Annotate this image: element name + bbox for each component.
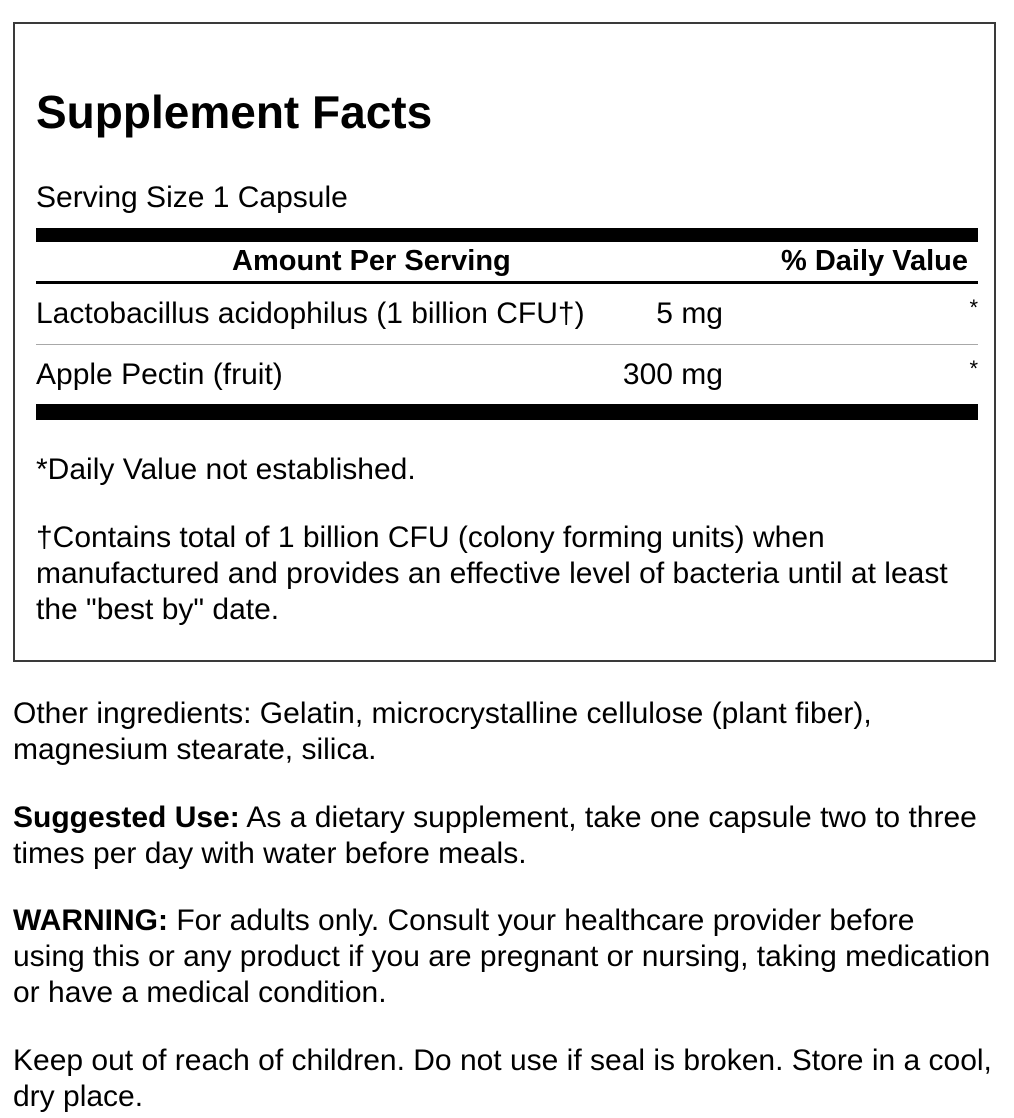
storage-instructions: Keep out of reach of children. Do not use if seal is broken. Store in a cool, dry place.	[13, 1044, 992, 1113]
bottom-thick-divider	[36, 404, 978, 420]
warning	[13, 903, 993, 1011]
suggested-use	[13, 800, 993, 872]
daily-value-footnote: *Daily Value not established.	[36, 453, 416, 486]
serving-size: Serving Size 1 Capsule	[36, 181, 348, 214]
cfu-footnote: †Contains total of 1 billion CFU (colony forming units) when manufactured and provides an effective level of bacteria until at least the "best by" date.	[36, 521, 948, 626]
amount-per-serving-header: Amount Per Serving	[232, 245, 511, 277]
ingredient-name: Lactobacillus acidophilus (1 billion CFU†)	[36, 297, 585, 330]
supplement-facts-panel	[13, 22, 996, 662]
row-divider	[36, 344, 978, 345]
ingredient-row	[36, 355, 978, 395]
ingredient-amount: 5 mg	[656, 297, 723, 330]
ingredient-name: Apple Pectin (fruit)	[36, 358, 283, 391]
suggested-use-label: Suggested Use:	[13, 801, 240, 834]
suggested-use-text: As a dietary supplement, take one capsule two to three times per day with water before meals.	[13, 801, 977, 870]
thick-divider	[36, 228, 978, 242]
warning-label: WARNING:	[13, 904, 168, 937]
ingredient-row	[36, 294, 978, 334]
ingredient-daily-value: *	[969, 295, 978, 320]
header-divider	[36, 281, 978, 284]
other-ingredients: Other ingredients: Gelatin, microcrystalline cellulose (plant fiber), magnesium stearate, silica.	[13, 697, 872, 766]
warning-text: For adults only. Consult your healthcare provider before using this or any product if you are pregnant or nursing, taking medication or have a medical condition.	[13, 904, 991, 1009]
facts-title: Supplement Facts	[36, 86, 433, 138]
ingredient-amount: 300 mg	[622, 358, 723, 391]
ingredient-daily-value: *	[969, 356, 978, 381]
daily-value-header: % Daily Value	[781, 245, 968, 277]
facts-header-row	[36, 242, 978, 281]
